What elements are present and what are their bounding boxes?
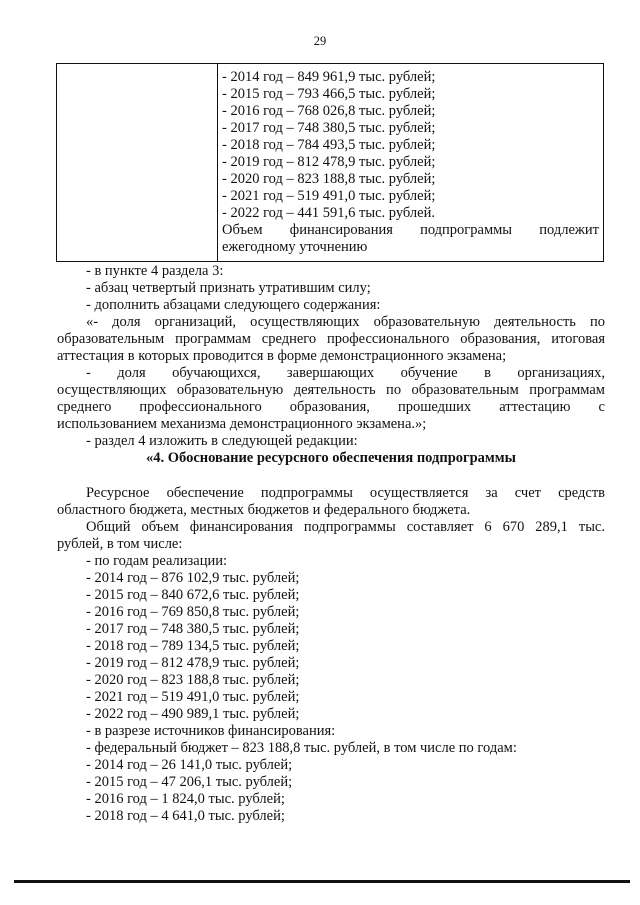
table-line: - 2022 год – 441 591,6 тыс. рублей. [222,205,435,221]
paragraph: Ресурсное обеспечение подпрограммы осуществляется за счет средств [86,485,605,501]
table-line: - 2018 год – 784 493,5 тыс. рублей; [222,137,436,153]
table-line: - 2015 год – 793 466,5 тыс. рублей; [222,86,436,102]
paragraph: Общий объем финансирования подпрограммы составляет 6 670 289,1 тыс. [86,519,605,535]
paragraph: рублей, в том числе: [57,536,183,552]
document-body [57,263,605,825]
list-item: - 2020 год – 823 188,8 тыс. рублей; [86,672,300,688]
list-item: - 2016 год – 769 850,8 тыс. рублей; [86,604,300,620]
funding-table [56,63,604,262]
page-number: 29 [313,34,327,48]
quoted-paragraph: образовательным программам среднего профессионального образования, итоговая [57,331,605,347]
table-note: Объем финансирования подпрограммы подлежит [222,222,599,238]
page-bottom-rule [14,880,630,883]
table-line: - 2021 год – 519 491,0 тыс. рублей; [222,188,436,204]
table-line: - 2019 год – 812 478,9 тыс. рублей; [222,154,436,170]
list-item: - 2014 год – 26 141,0 тыс. рублей; [86,757,293,773]
table-empty-cell [57,64,218,261]
paragraph: областного бюджета, местных бюджетов и федерального бюджета. [57,502,471,518]
list-item: - федеральный бюджет – 823 188,8 тыс. рублей, в том числе по годам: [86,740,517,756]
paragraph: - раздел 4 изложить в следующей редакции: [86,433,358,449]
section-heading: «4. Обоснование ресурсного обеспечения подпрограммы [146,450,516,466]
list-item: - 2019 год – 812 478,9 тыс. рублей; [86,655,300,671]
list-item: - 2014 год – 876 102,9 тыс. рублей; [86,570,300,586]
list-item: - 2018 год – 789 134,5 тыс. рублей; [86,638,300,654]
paragraph: - абзац четвертый признать утратившим силу; [86,280,371,296]
list-item: - 2018 год – 4 641,0 тыс. рублей; [86,808,285,824]
table-line: - 2016 год – 768 026,8 тыс. рублей; [222,103,436,119]
quoted-paragraph: среднего профессионального образования, прошедших аттестацию с [57,399,605,415]
quoted-paragraph: - доля обучающихся, завершающих обучение в организациях, [86,365,605,381]
list-item: - 2017 год – 748 380,5 тыс. рублей; [86,621,300,637]
table-funding-cell [218,64,603,261]
quoted-paragraph: осуществляющих образовательную деятельность по образовательным программам [57,382,605,398]
paragraph: - в пункте 4 раздела 3: [86,263,224,279]
quoted-paragraph: «- доля организаций, осуществляющих образовательную деятельность по [86,314,605,330]
list-item: - 2015 год – 47 206,1 тыс. рублей; [86,774,293,790]
quoted-paragraph: аттестация в которых проводится в форме демонстрационного экзамена; [57,348,507,364]
list-item: - 2021 год – 519 491,0 тыс. рублей; [86,689,300,705]
table-line: - 2014 год – 849 961,9 тыс. рублей; [222,69,436,85]
list-item: - по годам реализации: [86,553,228,569]
list-item: - 2016 год – 1 824,0 тыс. рублей; [86,791,285,807]
list-item: - в разрезе источников финансирования: [86,723,336,739]
list-item: - 2022 год – 490 989,1 тыс. рублей; [86,706,300,722]
table-line: - 2020 год – 823 188,8 тыс. рублей; [222,171,436,187]
list-item: - 2015 год – 840 672,6 тыс. рублей; [86,587,300,603]
table-line: - 2017 год – 748 380,5 тыс. рублей; [222,120,436,136]
quoted-paragraph: использованием механизма демонстрационного экзамена.»; [57,416,427,432]
paragraph: - дополнить абзацами следующего содержания: [86,297,381,313]
table-note: ежегодному уточнению [222,239,368,255]
